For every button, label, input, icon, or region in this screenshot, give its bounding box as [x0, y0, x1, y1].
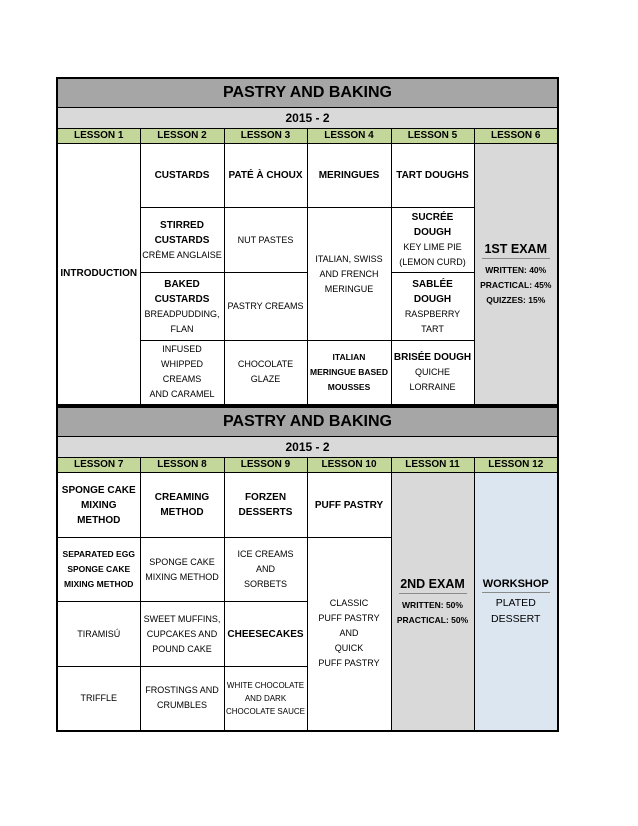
exam-1-written: WRITTEN: 40% [485, 264, 547, 275]
lesson-header: LESSON 2 [140, 129, 224, 144]
nut-pastes-cell: NUT PASTES [224, 208, 307, 273]
schedule-table-2 [56, 406, 559, 732]
workshop-title: WORKSHOP [482, 576, 551, 593]
table-year: 2015 - 2 [57, 108, 558, 129]
workshop-subtitle-line: DESSERT [491, 612, 541, 625]
chocolate-glaze-cell: CHOCOLATE GLAZE [224, 341, 307, 405]
exam-2-practical: PRACTICAL: 50% [396, 614, 469, 625]
white-chocolate-cell: WHITE CHOCOLATE AND DARK CHOCOLATE SAUCE [224, 667, 307, 731]
table-title: PASTRY AND BAKING [57, 407, 558, 437]
separated-egg-cell: SEPARATED EGG SPONGE CAKE MIXING METHOD [57, 538, 140, 602]
sucree-dough-cell: SUCRÉE DOUGH KEY LIME PIE (LEMON CURD) [391, 208, 474, 273]
tart-doughs-cell: TART DOUGHS [391, 144, 474, 208]
frostings-cell: FROSTINGS AND CRUMBLES [140, 667, 224, 731]
cheesecakes-cell: CHEESECAKES [224, 602, 307, 667]
lesson-header: LESSON 3 [224, 129, 307, 144]
table-year: 2015 - 2 [57, 437, 558, 458]
workshop-subtitle-line: PLATED [495, 596, 536, 609]
pate-a-choux-cell: PATÉ À CHOUX [224, 144, 307, 208]
workshop-cell [474, 473, 558, 731]
lesson-header: LESSON 5 [391, 129, 474, 144]
exam-1-quizzes: QUIZZES: 15% [486, 294, 546, 305]
trifle-cell: TRIFFLE [57, 667, 140, 731]
infused-cell: INFUSED WHIPPED CREAMS AND CARAMEL [140, 341, 224, 405]
table-title: PASTRY AND BAKING [57, 78, 558, 108]
lesson-header: LESSON 8 [140, 458, 224, 473]
brisee-dough-cell: BRISÉE DOUGH QUICHE LORRAINE [391, 341, 474, 405]
italian-meringue-mousses-cell: ITALIAN MERINGUE BASED MOUSSES [307, 341, 391, 405]
creaming-method-cell: CREAMING METHOD [140, 473, 224, 538]
meringues-cell: MERINGUES [307, 144, 391, 208]
introduction-cell: INTRODUCTION [57, 144, 140, 405]
lesson-header: LESSON 4 [307, 129, 391, 144]
baked-custards-cell: BAKED CUSTARDS BREADPUDDING, FLAN [140, 273, 224, 341]
sponge-cake-method-cell: SPONGE CAKE MIXING METHOD [140, 538, 224, 602]
lesson-header: LESSON 1 [57, 129, 140, 144]
sablee-dough-cell: SABLÉE DOUGH RASPBERRY TART [391, 273, 474, 341]
exam-1-title: 1ST EXAM [482, 240, 551, 259]
lesson-header: LESSON 12 [474, 458, 558, 473]
classic-quick-puff-cell: CLASSIC PUFF PASTRY AND QUICK PUFF PASTRY [307, 538, 391, 731]
puff-pastry-cell: PUFF PASTRY [307, 473, 391, 538]
stirred-custards-cell: STIRRED CUSTARDS CRÈME ANGLAISE [140, 208, 224, 273]
forzen-desserts-cell: FORZEN DESSERTS [224, 473, 307, 538]
exam-2-written: WRITTEN: 50% [402, 599, 463, 610]
custards-cell: CUSTARDS [140, 144, 224, 208]
lesson-header: LESSON 6 [474, 129, 558, 144]
sponge-cake-mixing-cell: SPONGE CAKE MIXING METHOD [57, 473, 140, 538]
tiramisu-cell: TIRAMISÚ [57, 602, 140, 667]
sweet-muffins-cell: SWEET MUFFINS, CUPCAKES AND POUND CAKE [140, 602, 224, 667]
ice-creams-cell: ICE CREAMS AND SORBETS [224, 538, 307, 602]
lesson-header: LESSON 11 [391, 458, 474, 473]
lesson-header: LESSON 10 [307, 458, 391, 473]
exam-1-cell [474, 144, 558, 405]
lesson-header: LESSON 7 [57, 458, 140, 473]
meringue-types-cell: ITALIAN, SWISS AND FRENCH MERINGUE [307, 208, 391, 341]
exam-1-practical: PRACTICAL: 45% [480, 279, 552, 290]
pastry-creams-cell: PASTRY CREAMS [224, 273, 307, 341]
exam-2-cell [391, 473, 474, 731]
schedule-table-1 [56, 77, 559, 406]
lesson-header: LESSON 9 [224, 458, 307, 473]
exam-2-title: 2ND EXAM [399, 575, 467, 594]
